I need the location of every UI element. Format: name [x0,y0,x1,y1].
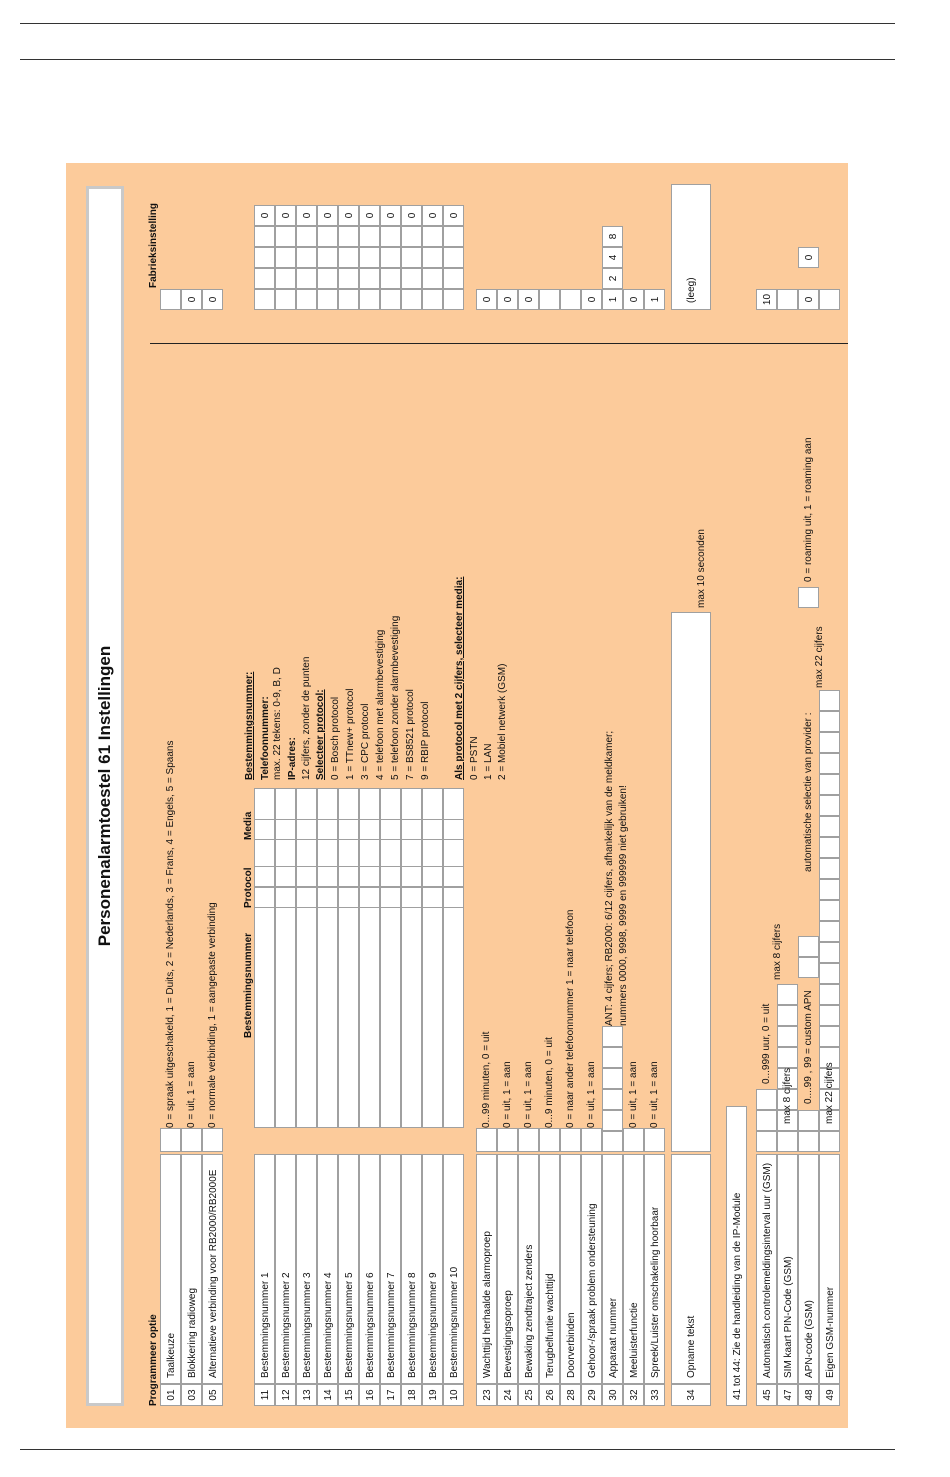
media-option: 0 = PSTN [469,736,480,780]
factory-value: 0 [581,289,602,310]
protocol-input[interactable] [254,866,275,887]
protocol-input[interactable] [359,887,380,908]
value-input-cell[interactable] [819,984,840,1005]
factory-blank-cell [317,268,338,289]
media-option: 1 = LAN [483,743,494,780]
factory-value-extra: 4 [602,247,623,268]
value-input-cell[interactable] [777,1131,798,1152]
value-input-cell[interactable] [602,1131,623,1152]
value-input-cell[interactable] [819,774,840,795]
protocol-input[interactable] [254,887,275,908]
protocol-header: Protocol [243,867,254,908]
media-input[interactable] [401,819,422,840]
media-input[interactable] [380,819,401,840]
factory-blank-cell [317,226,338,247]
media-input[interactable] [443,819,464,840]
info-phone-desc: max. 22 tekens: 0-9, B, D [272,667,283,780]
option-description: 0....99 , 99 = custom APN [803,990,814,1104]
option-number: 12 [275,1384,296,1406]
protocol-input[interactable] [317,866,338,887]
option-label: Doorverbinden [560,1154,581,1384]
protocol-input[interactable] [422,887,443,908]
protocol-option: 9 = RBIP protocol [420,701,431,780]
value-input-cell[interactable] [602,1026,623,1047]
protocol-input[interactable] [338,866,359,887]
protocol-input[interactable] [296,866,317,887]
factory-blank-cell [422,289,443,310]
factory-value: 0 [359,205,380,226]
factory-blank-cell [359,247,380,268]
factory-blank-cell [380,247,401,268]
protocol-option: 0 = Bosch protocol [330,696,341,780]
bottom-rule [20,1449,895,1450]
option-header: Programmeer optie [148,1314,159,1406]
factory-value [539,289,560,310]
option-number: 18 [401,1384,422,1406]
option-label: Bestemmingsnummer 6 [359,1154,380,1384]
option-number: 34 [671,1384,711,1406]
option-label: Bestemmingsnummer 7 [380,1154,401,1384]
option-description: max 22 cijfers [814,626,825,688]
info-ip-desc: 12 cijfers, zonder de punten [301,656,312,780]
factory-blank-cell [275,289,296,310]
factory-blank-cell [254,289,275,310]
value-input-cell[interactable] [602,1089,623,1110]
factory-blank-cell [359,268,380,289]
factory-blank-cell [296,268,317,289]
option-number: 47 [777,1384,798,1406]
option-label: Alternatieve verbinding voor RB2000/RB2000E [202,1154,223,1384]
option-label: Spreek/Luister omschakeling hoorbaar [644,1154,665,1384]
apn-desc-2: automatische selectie van provider : [803,712,814,872]
option-label: Bestemmingsnummer 10 [443,1154,464,1384]
factory-blank-cell [338,247,359,268]
option-label: Opname tekst [671,1154,711,1384]
media-header: Media [243,811,254,840]
value-input-cell[interactable] [777,984,798,1005]
media-input[interactable] [338,819,359,840]
factory-blank-cell [422,268,443,289]
option-label: Bestemmingsnummer 4 [317,1154,338,1384]
protocol-input[interactable] [275,887,296,908]
option-label: Bestemmingsnummer 2 [275,1154,296,1384]
option-number: 30 [602,1384,623,1406]
factory-value: 10 [756,289,777,310]
value-input-cell[interactable] [756,1131,777,1152]
info-phone-heading: Telefoonnummer: [260,696,271,780]
option-number: 23 [476,1384,497,1406]
option-number: 03 [181,1384,202,1406]
option-label: Meeluisterfunctie [623,1154,644,1384]
protocol-option: 7 = BS8521 protocol [405,689,416,780]
option-description: max 8 cijfers [772,923,783,980]
media-input[interactable] [317,819,338,840]
factory-blank-cell [254,226,275,247]
protocol-option: 5 = telefoon zonder alarmbevestiging [390,615,401,780]
option-number: 26 [539,1384,560,1406]
page-title: Personenalarmtoestel 61 Instellingen [95,645,114,947]
apn-input[interactable] [798,957,819,978]
factory-value [819,289,840,310]
factory-value: 0 [798,289,819,310]
option-number: 25 [518,1384,539,1406]
option-label: Gehoor-/spraak problem ondersteuning [581,1154,602,1384]
option-description: max 22 cijfers [824,1062,835,1124]
option-description: 0 = naar ander telefoonnummer 1 = naar telefoon [565,909,576,1128]
option-description: 0 = uit, 1 = aan [502,1061,513,1128]
factory-value: 0 [338,205,359,226]
value-input-cell[interactable] [798,1131,819,1152]
factory-blank-cell [275,226,296,247]
factory-blank-cell [401,226,422,247]
value-input-cell[interactable] [819,795,840,816]
factory-value: 0 [422,205,443,226]
rotated-form [66,163,848,1428]
ip-module-note: 41 tot 44: Zie de handleiding van de IP-Module [726,1106,747,1406]
factory-blank-cell [380,289,401,310]
factory-value: 1 [602,289,623,310]
factory-value: 0 [401,205,422,226]
value-input-cell[interactable] [819,921,840,942]
protocol-input[interactable] [380,866,401,887]
option-label: Wachttijd herhaalde alarmoproep [476,1154,497,1384]
option-description: max 8 cijfers [782,1067,793,1124]
media-input[interactable] [275,819,296,840]
option-number: 05 [202,1384,223,1406]
factory-blank-cell [401,247,422,268]
option-label: Bestemmingsnummer 9 [422,1154,443,1384]
factory-value-extra: 2 [602,268,623,289]
option-label: Bestemmingsnummer 5 [338,1154,359,1384]
protocol-input[interactable] [401,866,422,887]
info-media-heading: Als protocol met 2 cijfers, selecteer media: [454,576,465,780]
option-label: Bevestigingsoproep [497,1154,518,1384]
factory-value: 0 [275,205,296,226]
info-heading: Bestemmingsnummer: [244,671,255,780]
option-number: 24 [497,1384,518,1406]
value-input-cell[interactable] [819,816,840,837]
factory-blank-cell [317,289,338,310]
protocol-input[interactable] [443,887,464,908]
factory-value: 0 [518,289,539,310]
option-number: 16 [359,1384,380,1406]
option-number: 32 [623,1384,644,1406]
factory-blank-cell [422,247,443,268]
factory-blank-cell [401,268,422,289]
factory-value: 0 [443,205,464,226]
option-number: 10 [443,1384,464,1406]
factory-value-extra: 8 [602,226,623,247]
option-number: 01 [160,1384,181,1406]
option-number: 19 [422,1384,443,1406]
apparaat-note-2: nummers 0000, 9998, 9999 en 999999 niet gebruiken! [618,785,629,1026]
factory-blank-cell [254,268,275,289]
value-input-cell[interactable] [798,1110,819,1131]
top-rule-2 [20,59,895,60]
factory-blank-cell [359,226,380,247]
factory-blank-cell [443,268,464,289]
option-label: Bestemmingsnummer 1 [254,1154,275,1384]
factory-value: 1 [644,289,665,310]
factory-value: 0 [254,205,275,226]
factory-blank-cell [275,268,296,289]
option-label: Bestemmingsnummer 3 [296,1154,317,1384]
factory-blank-cell [443,226,464,247]
option-description: 0 = spraak uitgeschakeld, 1 = Duits, 2 = Nederlands, 3 = Frans, 4 = Engels, 5 = Spaans [165,740,176,1128]
option-description: 0 = uit, 1 = aan [186,1061,197,1128]
option-label: Bestemmingsnummer 8 [401,1154,422,1384]
factory-blank-cell [296,247,317,268]
factory-blank-cell [443,247,464,268]
value-input-cell[interactable] [777,1026,798,1047]
settings-panel [66,163,848,1428]
factory-blank-cell [380,226,401,247]
value-input-cell[interactable] [819,690,840,711]
apn-desc-3: 0 = roaming uit, 1 = roaming aan [803,437,814,582]
factory-value [160,289,181,310]
value-input-cell[interactable] [819,879,840,900]
factory-blank-cell [338,268,359,289]
option-label: APN-code (GSM) [798,1154,819,1384]
media-option: 2 = Mobiel netwerk (GSM) [497,663,508,780]
option-number: 33 [644,1384,665,1406]
option-number: 45 [756,1384,777,1406]
option-number: 15 [338,1384,359,1406]
value-input-cell[interactable] [819,900,840,921]
protocol-input[interactable] [275,866,296,887]
factory-separator [150,343,848,344]
option-description: 0 = uit, 1 = aan [586,1061,597,1128]
value-input-cell[interactable] [819,858,840,879]
factory-blank-cell [296,289,317,310]
option-label: Apparaat nummer [602,1154,623,1384]
factory-value: 0 [181,289,202,310]
option-number: 29 [581,1384,602,1406]
factory-value: 0 [317,205,338,226]
option-label: Blokkering radioweg [181,1154,202,1384]
value-input-cell[interactable] [819,837,840,858]
option-number: 13 [296,1384,317,1406]
factory-value: 0 [380,205,401,226]
factory-blank-cell [254,247,275,268]
factory-blank-cell [338,289,359,310]
protocol-input[interactable] [338,887,359,908]
protocol-option: 4 = telefoon met alarmbevestiging [375,629,386,780]
option-description: 0 = uit, 1 = aan [628,1061,639,1128]
media-input[interactable] [359,819,380,840]
protocol-input[interactable] [443,866,464,887]
option-description: 0...99 minuten, 0 = uit [481,1031,492,1128]
option-label: SIM kaart PIN-Code (GSM) [777,1154,798,1384]
option-label: Automatisch controlemeldingsinterval uur (GSM) [756,1154,777,1384]
value-input-cell[interactable] [602,1110,623,1131]
recording-description: max 10 seconden [696,529,707,608]
factory-blank-cell [401,289,422,310]
option-number: 48 [798,1384,819,1406]
value-input-cell[interactable] [819,1005,840,1026]
recording-input[interactable] [671,612,711,1152]
protocol-input[interactable] [422,866,443,887]
factory-blank-cell [359,289,380,310]
top-rule-1 [20,23,895,24]
protocol-input[interactable] [359,866,380,887]
factory-value: 0 [497,289,518,310]
destination-header: Bestemmingsnummer [243,932,254,1038]
option-label: Eigen GSM-nummer [819,1154,840,1384]
option-number: 49 [819,1384,840,1406]
factory-blank-cell [443,289,464,310]
value-input-cell[interactable] [602,1047,623,1068]
option-label: Bewaking zendtraject zenders [518,1154,539,1384]
option-description: 0...999 uur, 0 = uit [761,1003,772,1084]
value-input-cell[interactable] [819,1026,840,1047]
media-input[interactable] [296,819,317,840]
apn-input[interactable] [798,936,819,957]
info-protocol-heading: Selecteer protocol: [315,689,326,780]
value-input-cell[interactable] [819,732,840,753]
protocol-option: 1 = TTnew+ protocol [345,688,356,780]
option-number: 11 [254,1384,275,1406]
option-description: 0...9 minuten, 0 = uit [544,1037,555,1128]
option-description: 0 = normale verbinding, 1 = aangepaste verbinding [207,902,218,1128]
factory-value: 0 [476,289,497,310]
value-input-cell[interactable] [756,1110,777,1131]
value-input-cell[interactable] [819,711,840,732]
value-input-cell[interactable] [777,1047,798,1068]
factory-value: (leeg) [671,184,711,310]
factory-blank-cell [380,268,401,289]
factory-value: 0 [202,289,223,310]
protocol-input[interactable] [380,887,401,908]
factory-blank-cell [317,247,338,268]
factory-value [560,289,581,310]
info-ip-heading: IP-adres: [287,737,298,780]
option-description: 0 = uit, 1 = aan [649,1061,660,1128]
value-input-cell[interactable] [819,1131,840,1152]
factory-blank-cell [338,226,359,247]
option-number: 14 [317,1384,338,1406]
value-input-cell[interactable] [819,963,840,984]
option-description: 0 = uit, 1 = aan [523,1061,534,1128]
factory-blank-cell [422,226,443,247]
protocol-input[interactable] [401,887,422,908]
factory-value-2: 0 [798,247,819,268]
roaming-input[interactable] [798,587,819,608]
factory-value: 0 [623,289,644,310]
protocol-input[interactable] [296,887,317,908]
protocol-option: 3 = CPC protocol [360,703,371,780]
factory-value: 0 [296,205,317,226]
option-number: 17 [380,1384,401,1406]
value-input-cell[interactable] [777,1005,798,1026]
factory-value [777,289,798,310]
media-input[interactable] [422,819,443,840]
value-input-cell[interactable] [819,753,840,774]
value-input-cell[interactable] [819,942,840,963]
title-box [86,186,124,1406]
apparaat-note-1: ANT: 4 cijfers; RB2000: 6/12 cijfers, afhankelijk van de meldkamer; [604,730,615,1026]
factory-blank-cell [275,247,296,268]
option-number: 28 [560,1384,581,1406]
value-input-cell[interactable] [602,1068,623,1089]
option-label: Taalkeuze [160,1154,181,1384]
factory-header: Fabrieksinstelling [148,202,159,288]
value-input-cell[interactable] [756,1089,777,1110]
protocol-input[interactable] [317,887,338,908]
option-label: Terugbelfuntie wachttijd [539,1154,560,1384]
media-input[interactable] [254,819,275,840]
factory-blank-cell [296,226,317,247]
